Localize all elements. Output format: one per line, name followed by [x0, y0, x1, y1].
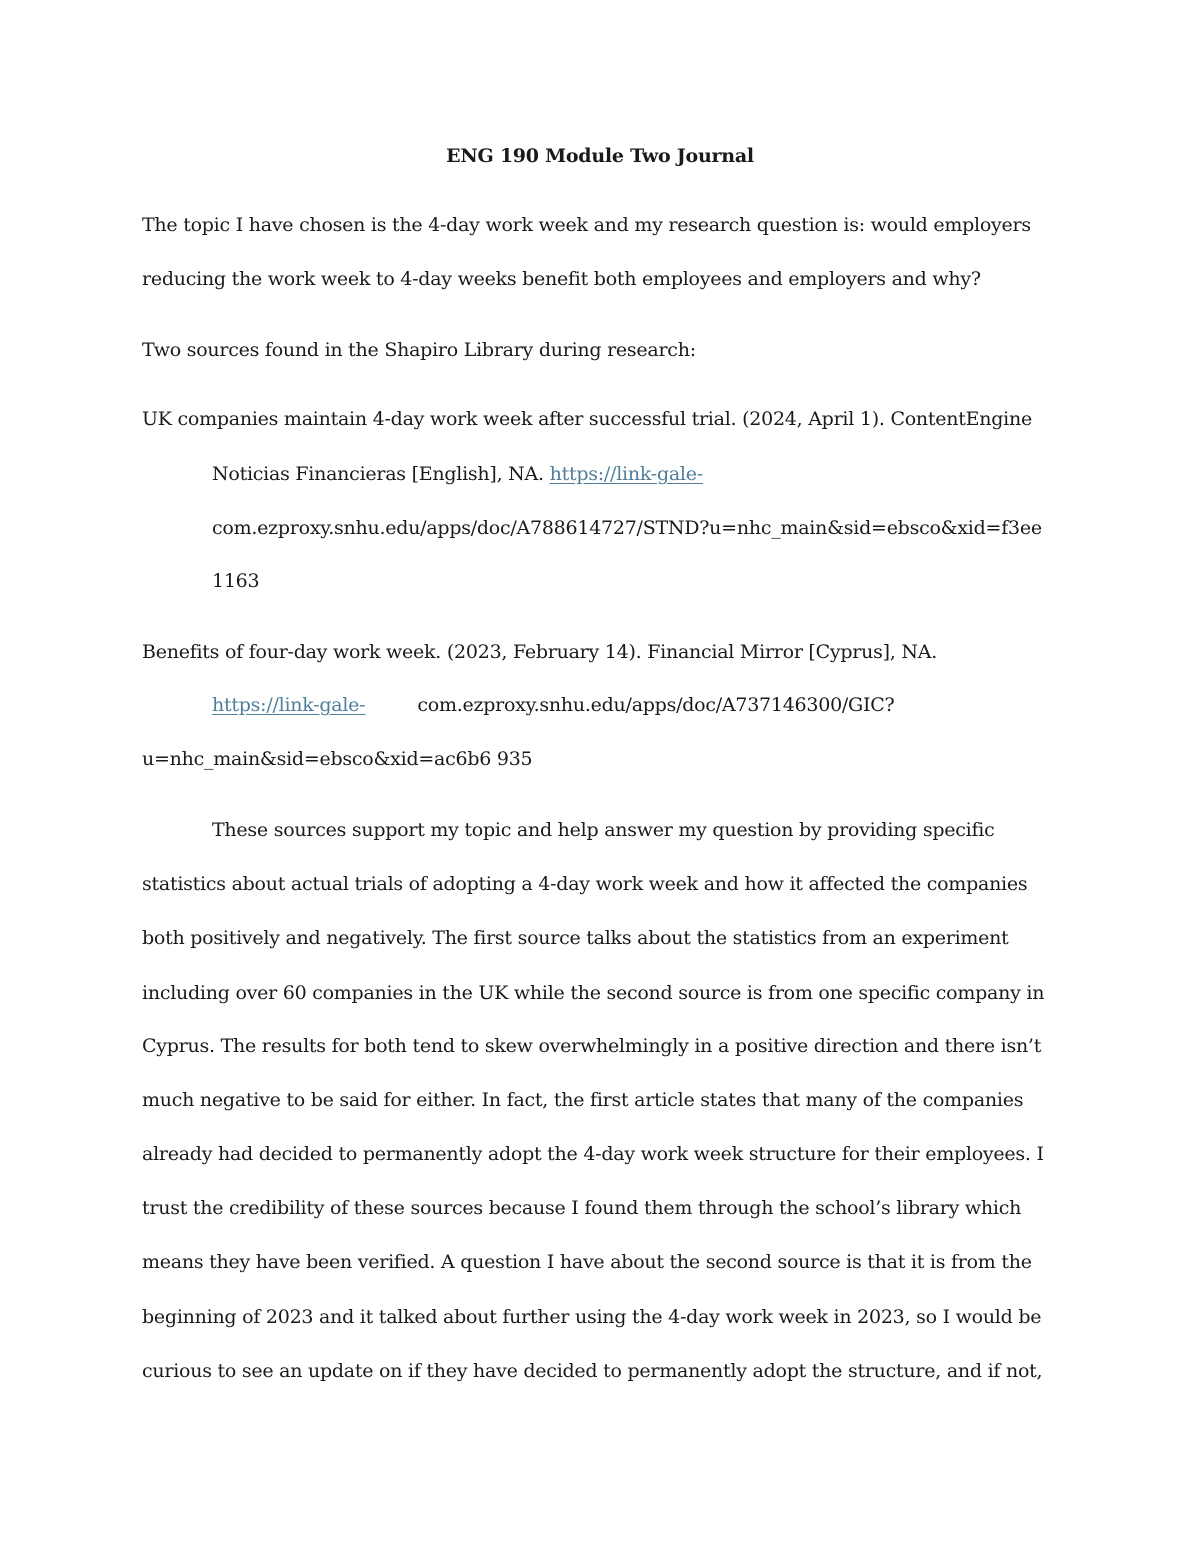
body-line: trust the credibility of these sources because I found them through the school’s library which	[142, 1197, 1022, 1219]
body-line: already had decided to permanently adopt the 4-day work week structure for their employees. I	[142, 1143, 1044, 1165]
body-line: These sources support my topic and help answer my question by providing specific	[212, 819, 995, 841]
source2-url-rest: com.ezproxy.snhu.edu/apps/doc/A737146300/GIC?	[417, 694, 895, 716]
topic-line-1: The topic I have chosen is the 4-day work week and my research question is: would employers	[142, 214, 1031, 236]
source2-link[interactable]: https://link-gale-	[212, 694, 366, 716]
body-line: both positively and negatively. The first source talks about the statistics from an experiment	[142, 927, 1009, 949]
body-line: Cyprus. The results for both tend to skew overwhelmingly in a positive direction and there isn’t	[142, 1035, 1042, 1057]
source2-line-3: u=nhc_main&sid=ebsco&xid=ac6b6 935	[142, 748, 533, 770]
source1-line-4: 1163	[212, 570, 260, 592]
source1-publication: Noticias Financieras [English], NA.	[212, 463, 550, 485]
source1-line-1: UK companies maintain 4-day work week after successful trial. (2024, April 1). ContentEngine	[142, 408, 1032, 430]
body-line: including over 60 companies in the UK while the second source is from one specific company in	[142, 982, 1045, 1004]
topic-line-2: reducing the work week to 4-day weeks benefit both employees and employers and why?	[142, 268, 981, 290]
body-line: statistics about actual trials of adopting a 4-day work week and how it affected the companies	[142, 873, 1028, 895]
sources-intro: Two sources found in the Shapiro Library during research:	[142, 339, 696, 361]
body-line: curious to see an update on if they have decided to permanently adopt the structure, and if not,	[142, 1360, 1043, 1382]
source1-line-2	[212, 461, 703, 487]
source1-link[interactable]: https://link-gale-	[549, 463, 703, 485]
body-line: much negative to be said for either. In fact, the first article states that many of the companies	[142, 1089, 1024, 1111]
source2-line-1: Benefits of four-day work week. (2023, February 14). Financial Mirror [Cyprus], NA.	[142, 641, 937, 663]
document-title: ENG 190 Module Two Journal	[446, 145, 754, 167]
body-line: means they have been verified. A question I have about the second source is that it is from the	[142, 1251, 1032, 1273]
source2-line-2	[212, 692, 894, 718]
body-line: beginning of 2023 and it talked about further using the 4-day work week in 2023, so I would be	[142, 1306, 1042, 1328]
source1-line-3: com.ezproxy.snhu.edu/apps/doc/A788614727/STND?u=nhc_main&sid=ebsco&xid=f3ee	[212, 517, 1042, 539]
